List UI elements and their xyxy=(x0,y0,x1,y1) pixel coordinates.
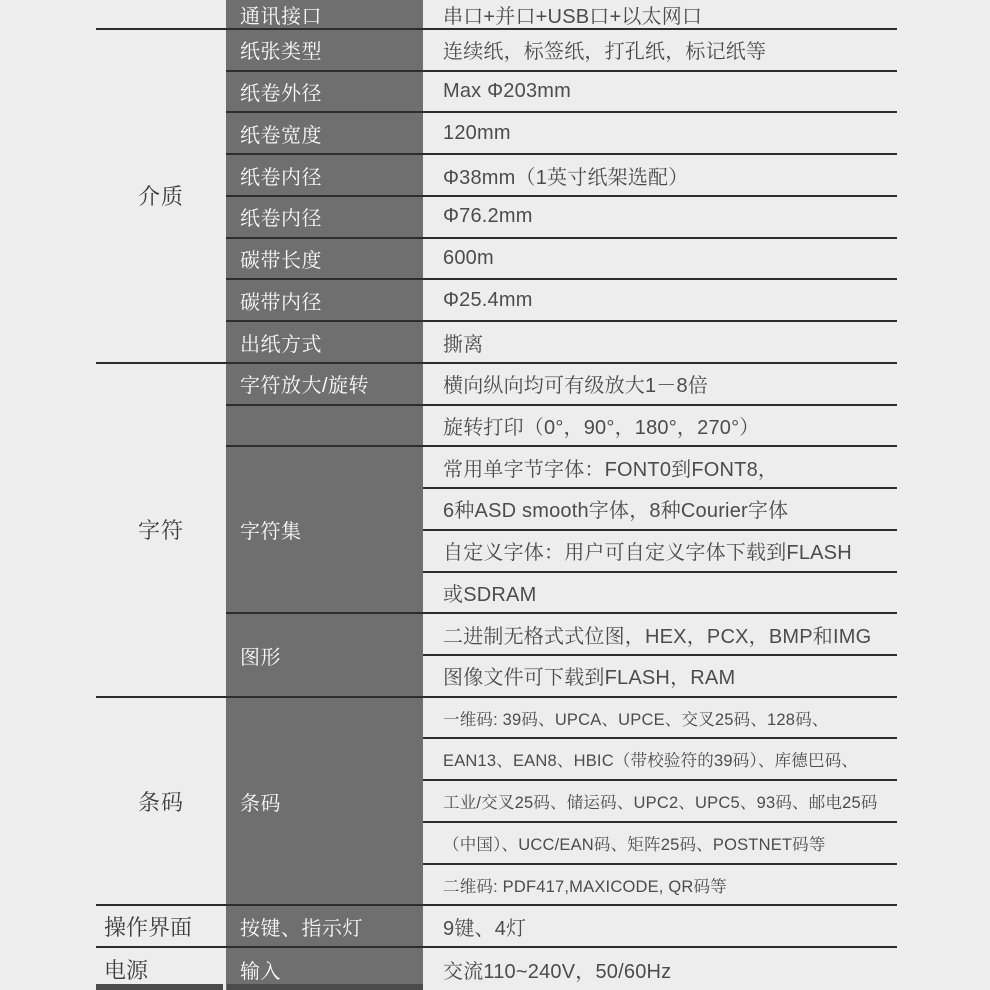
spec-value-paper-out-mode: 撕离 xyxy=(423,322,897,364)
spec-value-power-input: 交流110~240V，50/60Hz xyxy=(443,960,672,983)
category-cell-power: 电源 xyxy=(104,957,149,983)
spec-label-roll-outer-dia: 纸卷外径 xyxy=(226,72,423,114)
spec-value-barcode-5: 二维码: PDF417,MAXICODE, QR码等 xyxy=(423,865,897,907)
spec-value-roll-inner-dia-2: Φ76.2mm xyxy=(423,197,897,239)
spec-label-ribbon-length: 碳带长度 xyxy=(226,239,423,281)
spec-value-graphics-1: 二进制无格式式位图，HEX，PCX，BMP和IMG xyxy=(423,614,897,656)
spec-value-charset-1: 常用单字节字体：FONT0到FONT8， xyxy=(423,447,897,489)
spec-value-keys-indicators: 9键、4灯 xyxy=(423,906,897,948)
spec-value-barcode-1: 一维码: 39码、UPCA、UPCE、交叉25码、128码、 xyxy=(423,698,897,740)
spec-value-roll-width: 120mm xyxy=(423,113,897,155)
printer-spec-table xyxy=(96,0,897,990)
spec-label-empty-rotate xyxy=(226,406,423,448)
spec-value-roll-inner-dia-1: Φ38mm（1英寸纸架选配） xyxy=(423,155,897,197)
spec-label-paper-out-mode: 出纸方式 xyxy=(226,322,423,364)
spec-value-charset-2: 6种ASD smooth字体，8种Courier字体 xyxy=(423,489,897,531)
spec-label-ribbon-inner-dia: 碳带内径 xyxy=(226,280,423,322)
spec-label-keys-indicators: 按键、指示灯 xyxy=(226,906,423,948)
spec-label-power-input: 输入 xyxy=(226,948,423,990)
spec-value-graphics-2: 图像文件可下载到FLASH，RAM xyxy=(423,656,897,698)
spec-value-paper-type: 连续纸，标签纸，打孔纸，标记纸等 xyxy=(423,30,897,72)
spec-label-barcode: 条码 xyxy=(226,698,423,907)
spec-value-barcode-4: （中国）、UCC/EAN码、矩阵25码、POSTNET码等 xyxy=(423,823,897,865)
spec-label-roll-width: 纸卷宽度 xyxy=(226,113,423,155)
table-bottom-border-mid xyxy=(227,984,423,990)
spec-label-graphics: 图形 xyxy=(226,614,423,697)
spec-label-comm-interface: 通讯接口 xyxy=(226,0,423,30)
spec-label-charset: 字符集 xyxy=(226,447,423,614)
spec-label-roll-inner-dia-2: 纸卷内径 xyxy=(226,197,423,239)
spec-value-charset-3: 自定义字体：用户可自定义字体下载到FLASH xyxy=(423,531,897,573)
spec-value-char-zoom: 横向纵向均可有级放大1－8倍 xyxy=(423,364,897,406)
table-bottom-border-left xyxy=(96,984,223,990)
category-cell-operation-ui: 操作界面 xyxy=(96,906,226,948)
spec-label-roll-inner-dia-1: 纸卷内径 xyxy=(226,155,423,197)
spec-value-barcode-2: EAN13、EAN8、HBIC（带校验符的39码）、库德巴码、 xyxy=(423,739,897,781)
category-cell-barcode: 条码 xyxy=(96,698,226,907)
spec-value-roll-outer-dia: Max Φ203mm xyxy=(423,72,897,114)
spec-value-charset-4: 或SDRAM xyxy=(423,573,897,615)
spec-value-comm-interface: 串口+并口+USB口+以太网口 xyxy=(423,0,897,30)
category-cell-empty xyxy=(96,0,226,30)
spec-label-char-zoom-rotate: 字符放大/旋转 xyxy=(226,364,423,406)
spec-value-barcode-3: 工业/交叉25码、储运码、UPC2、UPC5、93码、邮电25码 xyxy=(423,781,897,823)
spec-value-rotate-print: 旋转打印（0°，90°，180°，270°） xyxy=(423,406,897,448)
category-cell-character: 字符 xyxy=(96,364,226,698)
spec-label-paper-type: 纸张类型 xyxy=(226,30,423,72)
spec-value-ribbon-inner-dia: Φ25.4mm xyxy=(423,280,897,322)
spec-value-ribbon-length: 600m xyxy=(423,239,897,281)
category-cell-media: 介质 xyxy=(96,30,226,364)
